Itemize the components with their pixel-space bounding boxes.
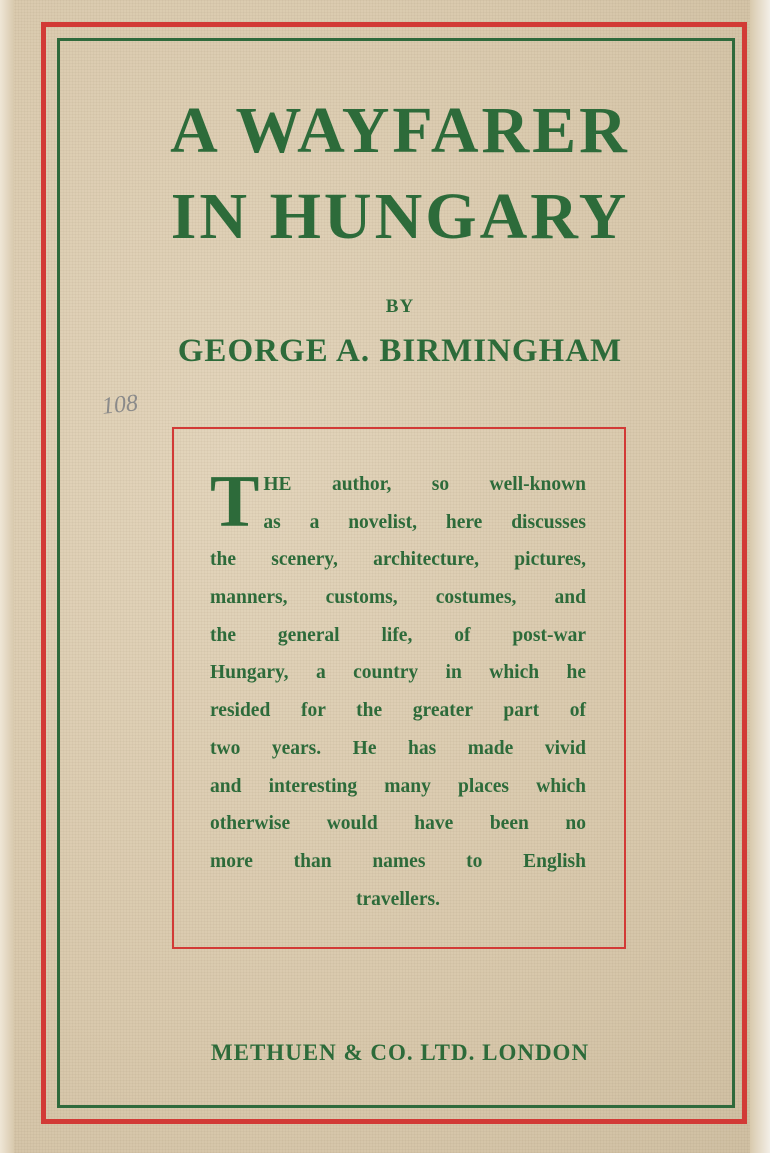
blurb-line: manners, customs, costumes, and bbox=[210, 587, 586, 609]
left-edge bbox=[0, 0, 14, 1153]
by-label: BY bbox=[385, 296, 415, 317]
title-line-2: IN HUNGARY bbox=[170, 180, 630, 253]
right-edge bbox=[750, 0, 770, 1153]
title-line-1: A WAYFARER bbox=[170, 94, 630, 167]
blurb-line: more than names to English bbox=[210, 850, 586, 872]
publisher-imprint: METHUEN & CO. LTD. LONDON bbox=[210, 1040, 590, 1065]
blurb-line: HE author, so well-known bbox=[263, 474, 586, 495]
blurb-line: the general life, of post-war bbox=[210, 624, 586, 646]
blurb-line: the scenery, architecture, pictures, bbox=[210, 549, 586, 571]
blurb-line: Hungary, a country in which he bbox=[210, 662, 586, 684]
drop-cap: T bbox=[210, 461, 260, 543]
blurb-line: otherwise would have been no bbox=[210, 813, 586, 835]
blurb-line: two years. He has made vivid bbox=[210, 737, 586, 759]
pencil-note: 108 bbox=[100, 390, 140, 420]
blurb-text bbox=[210, 461, 586, 918]
blurb-line: resided for the greater part of bbox=[210, 700, 586, 722]
blurb-line: as a novelist, here discusses bbox=[263, 511, 586, 533]
blurb-line: and interesting many places which bbox=[210, 775, 586, 797]
author-name: GEORGE A. BIRMINGHAM bbox=[177, 333, 623, 369]
blurb-line: travellers. bbox=[356, 888, 440, 910]
